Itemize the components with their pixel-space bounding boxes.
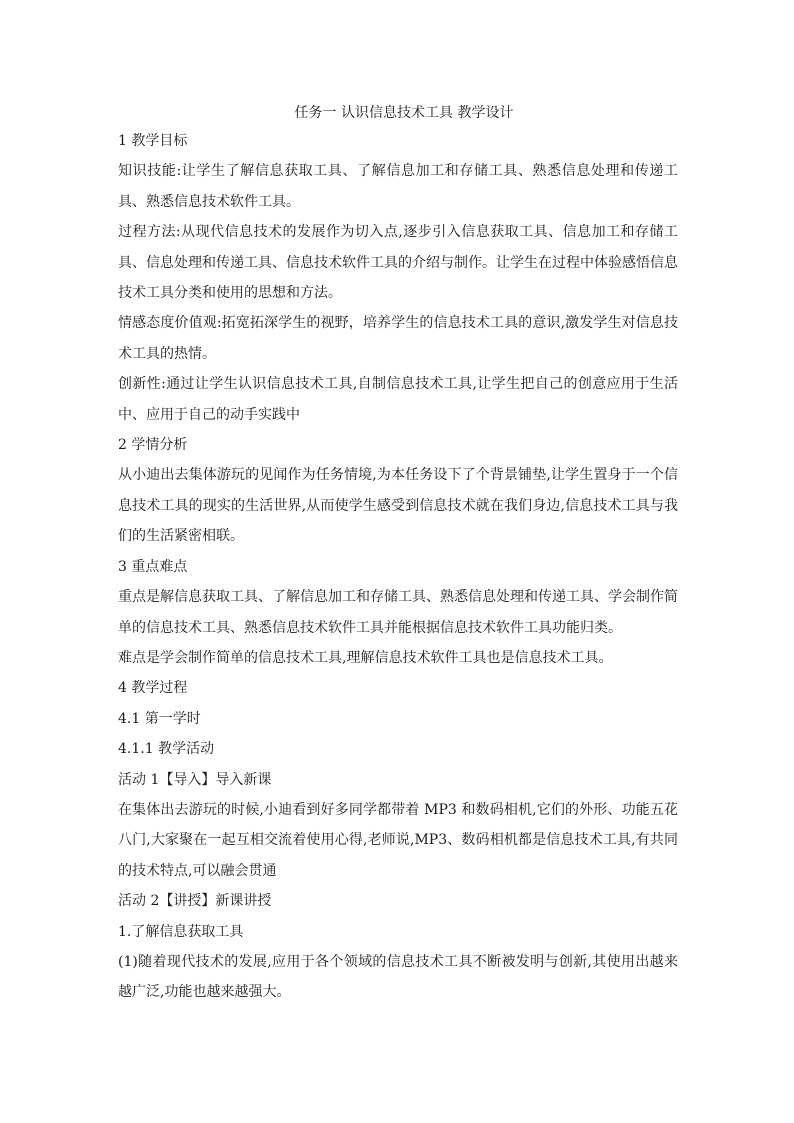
paragraph-key-points: 重点是解信息获取工具、了解信息加工和存储工具、熟悉信息处理和传递工具、学会制作简单的信息技术工具、熟悉信息技术软件工具并能根据信息技术软件工具功能归类。	[118, 589, 678, 636]
subsection-heading-activities: 4.1.1 教学活动	[118, 741, 215, 758]
paragraph-knowledge-skills: 知识技能:让学生了解信息获取工具、了解信息加工和存储工具、熟悉信息处理和传递工具、熟悉信息技术软件工具。	[118, 163, 678, 210]
paragraph-introduction: 在集体出去游玩的时候,小迪看到好多同学都带着 MP3 和数码相机,它们的外形、功能五花八门,大家聚在一起互相交流着使用心得,老师说,MP3、数码相机都是信息技术工具,有共同的技术特点,可以融会贯通	[118, 801, 678, 879]
paragraph-difficulties: 难点是学会制作简单的信息技术工具,理解信息技术软件工具也是信息技术工具。	[118, 649, 613, 666]
section-heading-objectives: 1 教学目标	[118, 133, 188, 149]
activity-heading-introduction: 活动 1【导入】导入新课	[118, 771, 272, 788]
paragraph-innovation: 创新性:通过让学生认识信息技术工具,自制信息技术工具,让学生把自己的创意应用于生活中、应用于自己的动手实践中	[118, 376, 678, 423]
section-heading-key-points: 3 重点难点	[118, 558, 188, 575]
document-title: 任务一 认识信息技术工具 教学设计	[294, 105, 514, 121]
activity-heading-lecture: 活动 2【讲授】新课讲授	[118, 893, 272, 910]
paragraph-process-methods: 过程方法:从现代信息技术的发展作为切入点,逐步引入信息获取工具、信息加工和存储工具、信息处理和传递工具、信息技术软件工具的介绍与制作。让学生在过程中体验感悟信息技术工具分类和使用的思想和方法。	[118, 224, 678, 302]
subsection-heading-first-period: 4.1 第一学时	[118, 710, 201, 727]
paragraph-info-acquisition-1: (1)随着现代技术的发展,应用于各个领域的信息技术工具不断被发明与创新,其使用出越来越广泛,功能也越来越强大。	[118, 953, 678, 1001]
section-heading-learner-analysis: 2 学情分析	[118, 437, 188, 454]
item-heading-info-acquisition: 1.了解信息获取工具	[118, 923, 244, 940]
paragraph-learner-analysis: 从小迪出去集体游玩的见闻作为任务情境,为本任务设下了个背景铺垫,让学生置身于一个信息技术工具的现实的生活世界,从而使学生感受到信息技术就在我们身边,信息技术工具与我们的生活紧密相联。	[118, 467, 678, 545]
section-heading-teaching-process: 4 教学过程	[118, 680, 188, 697]
paragraph-emotion-values: 情感态度价值观:拓宽拓深学生的视野，培养学生的信息技术工具的意识,激发学生对信息技术工具的热情。	[118, 315, 678, 362]
document-body	[118, 100, 678, 1008]
